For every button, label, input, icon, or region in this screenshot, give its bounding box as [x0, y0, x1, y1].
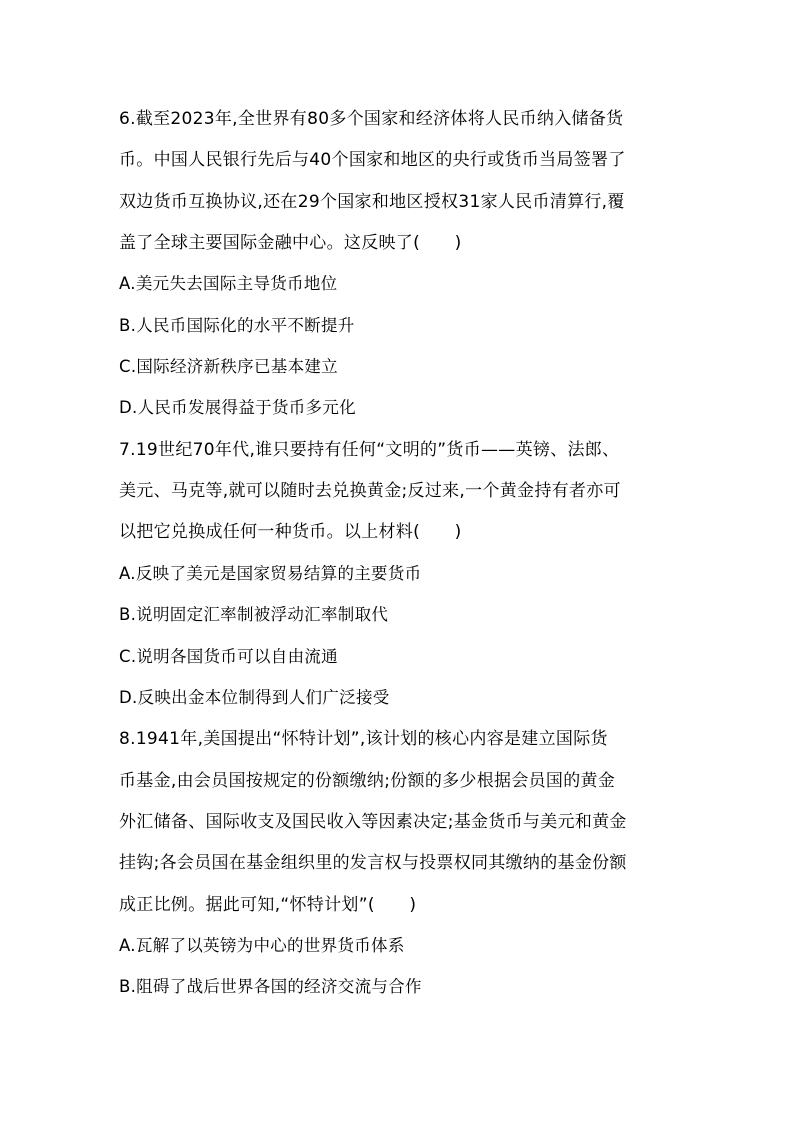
question-6-option-c: C.国际经济新秩序已基本建立	[119, 357, 338, 376]
question-7-option-c: C.说明各国货币可以自由流通	[119, 647, 338, 666]
question-7-option-a: A.反映了美元是国家贸易结算的主要货币	[119, 564, 422, 583]
question-7-option-d: D.反映出金本位制得到人们广泛接受	[119, 688, 390, 707]
question-6-option-a: A.美元失去国际主导货币地位	[119, 274, 338, 293]
question-6-stem-line-4: 盖了全球主要国际金融中心。这反映了( )	[119, 233, 462, 253]
question-8-option-b: B.阻碍了战后世界各国的经济交流与合作	[119, 977, 422, 996]
question-8-stem-line-3: 外汇储备、国际收支及国民收入等因素决定;基金货币与美元和黄金	[119, 812, 627, 832]
question-7-stem-line-1: 7.19世纪70年代,谁只要持有任何“文明的”货币——英镑、法郎、	[119, 440, 620, 460]
question-8-stem-line-1: 8.1941年,美国提出“怀特计划”,该计划的核心内容是建立国际货	[119, 729, 608, 749]
question-8-stem-line-4: 挂钩;各会员国在基金组织里的发言权与投票权同其缴纳的基金份额	[119, 853, 627, 873]
question-7-option-b: B.说明固定汇率制被浮动汇率制取代	[119, 605, 389, 624]
question-7-stem-line-2: 美元、马克等,就可以随时去兑换黄金;反过来,一个黄金持有者亦可	[119, 481, 621, 501]
question-6-stem-line-2: 币。中国人民银行先后与40个国家和地区的央行或货币当局签署了	[119, 150, 626, 170]
question-6-stem-line-3: 双边货币互换协议,还在29个国家和地区授权31家人民币清算行,覆	[119, 192, 625, 212]
question-7-stem-line-3: 以把它兑换成任何一种货币。以上材料( )	[119, 522, 462, 542]
question-6-option-b: B.人民币国际化的水平不断提升	[119, 316, 355, 335]
question-6-option-d: D.人民币发展得益于货币多元化	[119, 398, 356, 417]
question-8-stem-line-2: 币基金,由会员国按规定的份额缴纳;份额的多少根据会员国的黄金	[119, 771, 616, 791]
question-6-stem-line-1: 6.截至2023年,全世界有80多个国家和经济体将人民币纳入储备货	[119, 109, 624, 129]
question-8-stem-line-5: 成正比例。据此可知,“怀特计划”( )	[119, 895, 417, 915]
question-8-option-a: A.瓦解了以英镑为中心的世界货币体系	[119, 936, 405, 955]
